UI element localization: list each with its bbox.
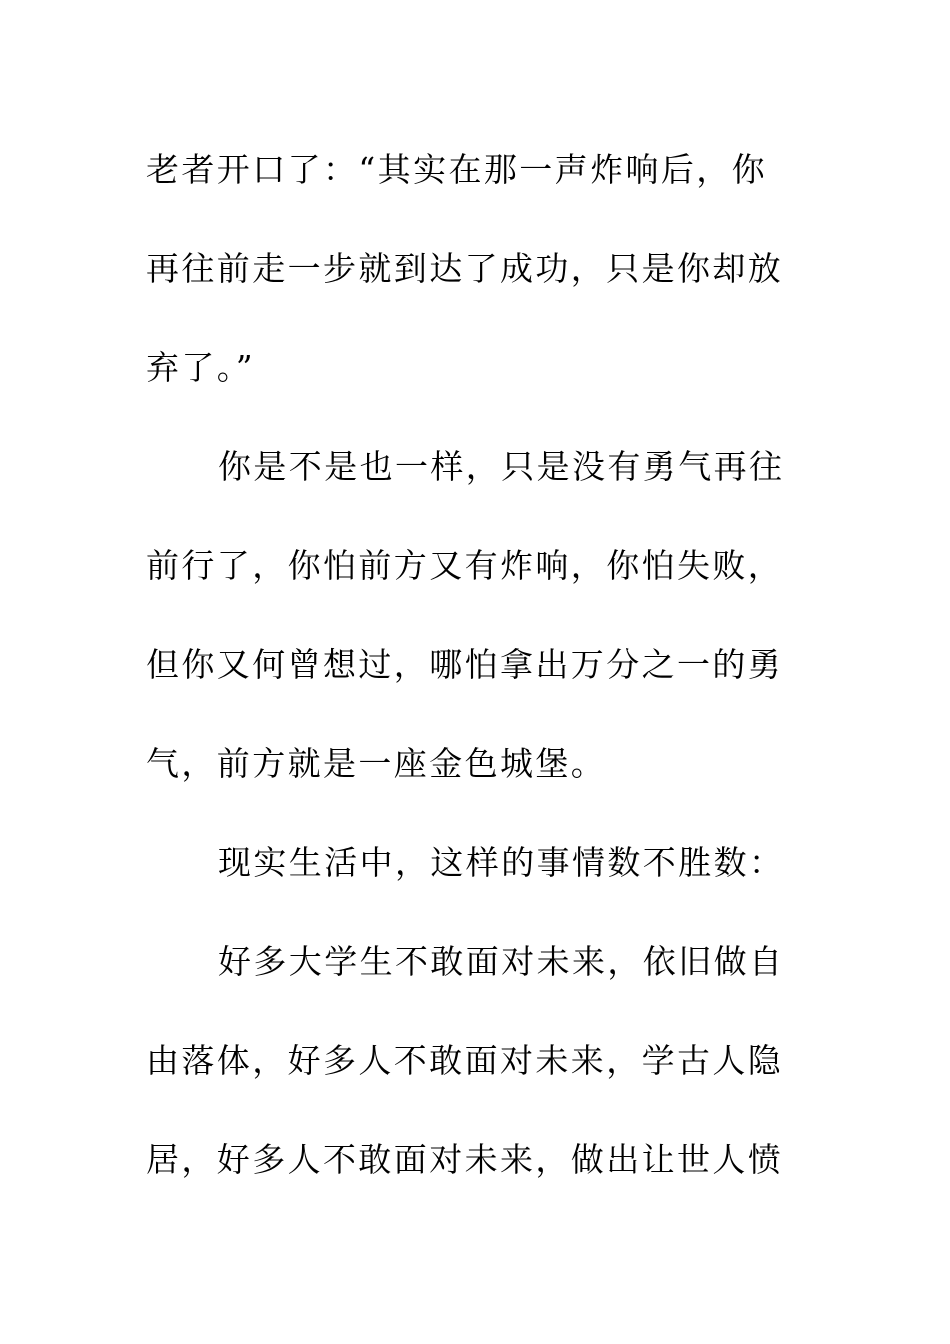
text-line: 弃了。” bbox=[146, 348, 255, 387]
text-line: 老者开口了：“其实在那一声炸响后，你 bbox=[146, 150, 768, 189]
paragraph-first-line: 现实生活中，这样的事情数不胜数： bbox=[218, 843, 785, 882]
text-line: 居，好多人不敢面对未来，做出让世人愤 bbox=[146, 1140, 784, 1179]
text-line: 前行了，你怕前方又有炸响，你怕失败， bbox=[146, 546, 784, 585]
text-line: 再往前走一步就到达了成功，只是你却放 bbox=[146, 249, 784, 288]
text-line: 气，前方就是一座金色城堡。 bbox=[146, 744, 607, 783]
text-line: 但你又何曾想过，哪怕拿出万分之一的勇 bbox=[146, 645, 784, 684]
paragraph-first-line: 你是不是也一样，只是没有勇气再往 bbox=[218, 447, 785, 486]
text-line: 由落体，好多人不敢面对未来，学古人隐 bbox=[146, 1041, 784, 1080]
body-text bbox=[146, 120, 808, 1209]
paragraph-first-line: 好多大学生不敢面对未来，依旧做自 bbox=[218, 942, 785, 981]
